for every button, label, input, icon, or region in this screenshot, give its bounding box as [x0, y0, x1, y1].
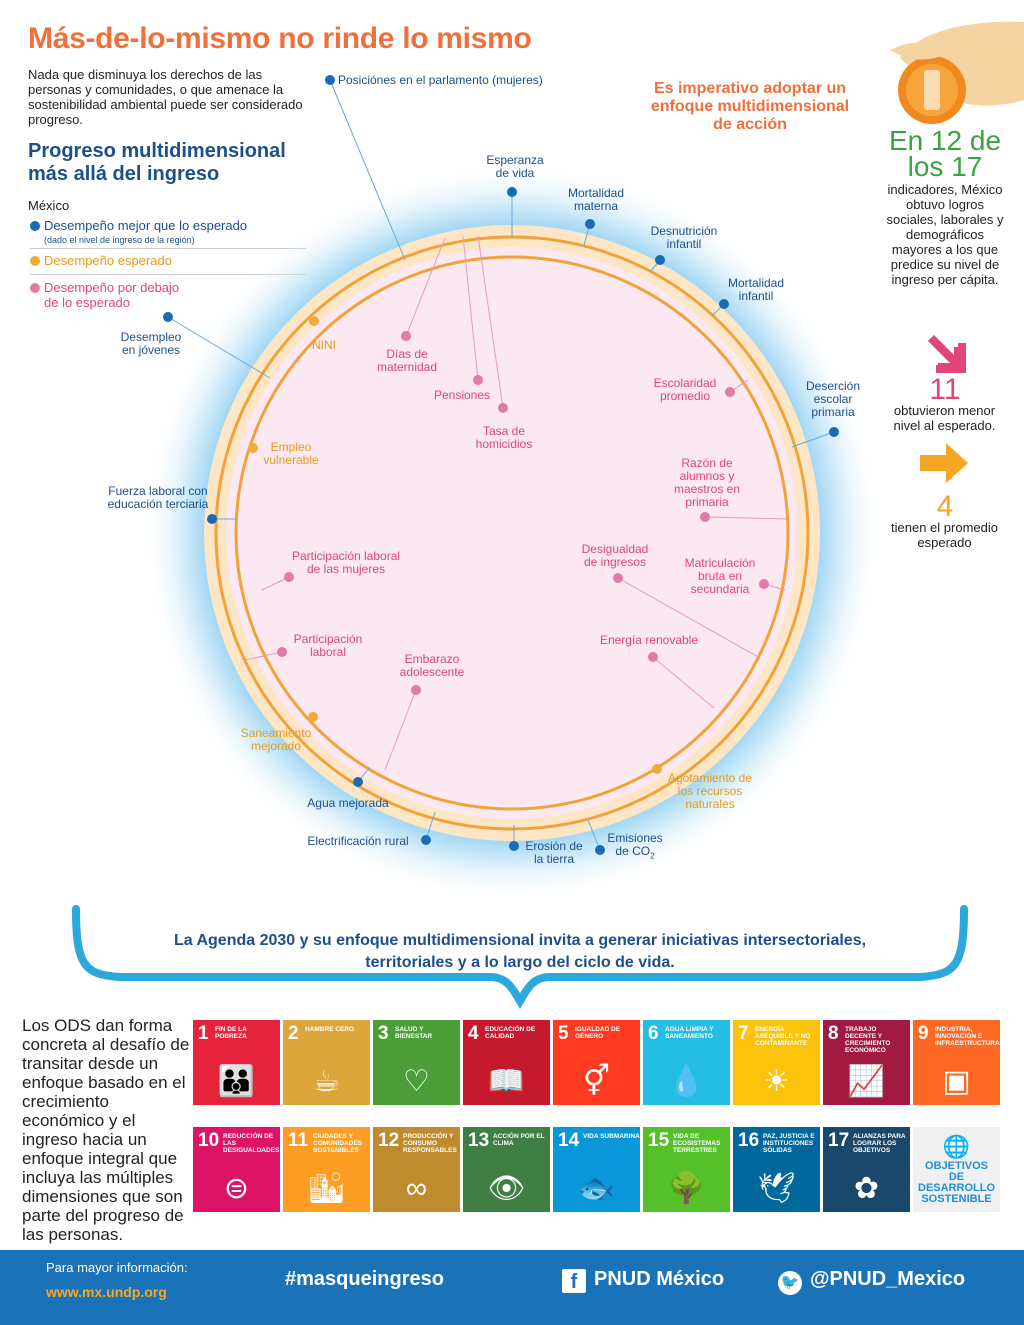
indicator-parlamento: Posiciónes en el parlamento (mujeres) [338, 73, 543, 87]
city-icon: 🏙 [307, 1172, 346, 1205]
heartbeat-icon: ♡ [403, 1065, 430, 1098]
indicator-nini: NINI [312, 338, 336, 352]
legend-better-note: (dado el nivel de ingreso de la región) [44, 235, 195, 245]
dove-icon: 🕊 [757, 1172, 796, 1205]
indicator-erosion: Erosión de la tierra [525, 839, 583, 866]
stat-headline-text: indicadores, México obtuvo logros sociales, laborales y demográficos mayores a los que predice su nivel de ingreso per cápita. [886, 182, 1004, 287]
sdg-label: VIDA SUBMARINA [583, 1133, 640, 1140]
indicator-dias-maternidad: Días de maternidad [376, 347, 438, 374]
indicator-agotamiento: Agotamiento de los recursos naturales [667, 771, 753, 811]
flower-icon: ✿ [853, 1172, 880, 1205]
sdg-number: 16 [738, 1130, 760, 1151]
indicator-matriculacion: Matriculación bruta en secundaria [684, 556, 756, 596]
sdg-label: CIUDADES Y COMUNIDADES SOSTENIBLES [313, 1133, 363, 1154]
indicator-emisiones-label: Emisiones de CO [607, 831, 663, 858]
sdg-logo-line1: OBJETIVOS [925, 1160, 988, 1172]
sdg-label: FIN DE LA POBREZA [215, 1026, 247, 1040]
sdg-number: 7 [738, 1023, 749, 1044]
sdg-label: IGUALDAD DE GÉNERO [575, 1026, 621, 1040]
section-title-line2: más allá del ingreso [28, 163, 220, 185]
indicator-homicidios: Tasa de homicidios [475, 424, 533, 451]
footer-hashtag[interactable]: #masqueingreso [285, 1268, 444, 1290]
tree-icon: 🌳 [667, 1172, 706, 1205]
average-count: 4 [936, 490, 954, 523]
imperative-text: Es imperativo adoptar un enfoque multidimensional de acción [650, 80, 850, 133]
water-icon: 💧 [667, 1065, 706, 1098]
intro-text: Nada que disminuya los derechos de las personas y comunidades, o que amenace la sostenibilidad ambiental puede ser considerado progreso. [28, 67, 303, 127]
legend-expected-label: Desempeño esperado [44, 253, 172, 268]
sdg-logo-line3: SOSTENIBLE [921, 1193, 992, 1205]
indicator-razon-alumnos: Razón de alumnos y maestros en primaria [673, 456, 741, 509]
sdg-number: 5 [558, 1023, 569, 1044]
indicator-escolaridad: Escolaridad promedio [653, 376, 717, 403]
sun-icon: ☀ [763, 1065, 790, 1098]
equal-icon: ⊜ [223, 1172, 250, 1205]
indicator-mortalidad-materna: Mortalidad materna [567, 186, 625, 213]
footer-more-info: Para mayor información: [46, 1260, 188, 1275]
gender-icon: ⚥ [582, 1065, 611, 1098]
indicator-part-laboral: Participación laboral [293, 632, 363, 659]
sdg-number: 11 [288, 1130, 309, 1151]
sdg-tile-3[interactable] [373, 1020, 460, 1105]
sdg-tile-2[interactable] [283, 1020, 370, 1105]
sdg-tile-11[interactable] [283, 1127, 370, 1212]
sdg-number: 13 [468, 1130, 490, 1151]
indicator-embarazo: Embarazo adolescente [399, 652, 465, 679]
family-icon: 👪 [217, 1065, 256, 1098]
footer-facebook-label: PNUD México [594, 1268, 725, 1290]
indicator-pensiones: Pensiones [433, 388, 491, 402]
sdg-label: SALUD Y BIENESTAR [395, 1026, 433, 1040]
twitter-icon: 🐦 [778, 1271, 802, 1295]
sdg-tile-5[interactable] [553, 1020, 640, 1105]
legend-better-label: Desempeño mejor que lo esperado [44, 218, 248, 233]
agenda-line2: territoriales y a lo largo del ciclo de vida. [365, 954, 675, 971]
indicator-empleo-vulnerable: Empleo vulnerable [263, 440, 319, 467]
sdg-number: 9 [918, 1023, 929, 1044]
sdg-number: 17 [828, 1130, 850, 1151]
arrow-right-icon [920, 441, 970, 485]
indicator-electrificacion: Electrificación rural [307, 834, 409, 848]
sdg-number: 4 [468, 1023, 479, 1044]
infinity-icon: ∞ [405, 1172, 428, 1205]
footer-twitter-link[interactable] [778, 1268, 965, 1295]
sdg-number: 10 [198, 1130, 220, 1151]
indicator-energia: Energía renovable [599, 633, 699, 647]
arrow-down-right-icon [924, 333, 968, 375]
footer-twitter-label: @PNUD_Mexico [810, 1268, 966, 1290]
sdg-number: 2 [288, 1023, 299, 1044]
sdg-logo [913, 1127, 1000, 1212]
indicator-agua: Agua mejorada [307, 796, 389, 810]
sdg-tile-8[interactable] [823, 1020, 910, 1105]
stat-headline [880, 125, 1010, 182]
legend-below-label2: de lo esperado [44, 295, 131, 310]
bowl-icon: ☕ [313, 1065, 340, 1098]
sdg-label: PAZ, JUSTICIA E INSTITUCIONES SÓLIDAS [763, 1133, 815, 1154]
sdg-number: 1 [198, 1023, 209, 1044]
page-title: Más-de-lo-mismo no rinde lo mismo [28, 22, 532, 55]
average-text: tienen el promedio esperado [891, 520, 998, 550]
un-emblem-icon: 🌐 [942, 1134, 971, 1159]
ods-description: Los ODS dan forma concreta al desafío de transitar desde un enfoque basado en el crecimiento económico y el ingreso hacia un enfoque integral que incluya las múltiples dimensiones que son parte del progreso de las personas. [22, 1016, 190, 1244]
section-title-line1: Progreso multidimensional [28, 140, 286, 162]
sdg-label: REDUCCIÓN DE LAS DESIGUALDADES [223, 1133, 280, 1154]
sdg-label: HAMBRE CERO [305, 1026, 355, 1033]
sdg-label: VIDA DE ECOSISTEMAS TERRESTRES [673, 1133, 721, 1154]
below-count: 11 [929, 373, 961, 406]
sdg-label: TRABAJO DECENTE Y CRECIMIENTO ECONÓMICO [845, 1026, 891, 1054]
footer-facebook-link[interactable] [562, 1268, 724, 1293]
agenda-line1: La Agenda 2030 y su enfoque multidimensional invita a generar iniciativas intersectoriales, [173, 932, 867, 949]
growth-chart-icon: 📈 [847, 1065, 886, 1098]
fish-icon: 🐟 [577, 1172, 616, 1205]
sdg-number: 6 [648, 1023, 659, 1044]
sdg-label: ALIANZAS PARA LOGRAR LOS OBJETIVOS [853, 1133, 906, 1154]
indicator-desnutricion: Desnutrición infantil [650, 224, 718, 251]
sdg-tile-16[interactable] [733, 1127, 820, 1212]
legend-country: México [28, 198, 70, 213]
sdg-label: ACCIÓN POR EL CLIMA [493, 1133, 545, 1147]
cubes-icon: ▣ [942, 1065, 971, 1098]
sdg-number: 12 [378, 1130, 400, 1151]
sdg-tile-1[interactable] [193, 1020, 280, 1105]
indicator-desempleo-jovenes: Desempleo en jóvenes [120, 330, 182, 357]
sdg-tile-14[interactable] [553, 1127, 640, 1212]
sdg-tile-17[interactable] [823, 1127, 910, 1212]
indicator-desigualdad: Desigualdad de ingresos [581, 542, 649, 569]
sdg-number: 8 [828, 1023, 839, 1044]
stat-headline-line2: los 17 [907, 151, 983, 182]
sdg-tile-7[interactable] [733, 1020, 820, 1105]
facebook-icon: f [562, 1269, 586, 1293]
sdg-label: PRODUCCIÓN Y CONSUMO RESPONSABLES [403, 1133, 457, 1154]
sdg-label: EDUCACIÓN DE CALIDAD [485, 1026, 536, 1040]
indicator-emisiones [602, 832, 668, 862]
sdg-number: 3 [378, 1023, 389, 1044]
stat-headline-line1: En 12 de [888, 125, 1002, 156]
indicator-saneamiento: Saneamiento mejorado [240, 726, 312, 753]
sdg-label: AGUA LIMPIA Y SANEAMIENTO [665, 1026, 714, 1040]
sdg-tile-4[interactable] [463, 1020, 550, 1105]
indicator-esperanza: Esperanza de vida [486, 153, 544, 180]
sdg-tile-10[interactable] [193, 1127, 280, 1212]
indicator-fuerza-laboral: Fuerza laboral con educación terciaria [107, 484, 209, 511]
below-text: obtuvieron menor nivel al esperado. [893, 403, 996, 433]
sdg-number: 14 [558, 1130, 580, 1151]
sdg-tile-6[interactable] [643, 1020, 730, 1105]
sdg-tile-13[interactable] [463, 1127, 550, 1212]
indicator-emisiones-sub: 2 [650, 851, 655, 861]
sdg-label: ENERGÍA ASEQUIBLE Y NO CONTAMINANTE [755, 1026, 811, 1047]
hand-coin-icon [880, 10, 1024, 128]
agenda-text [150, 930, 890, 974]
sdg-tile-12[interactable] [373, 1127, 460, 1212]
sdg-tile-9[interactable] [913, 1020, 1000, 1105]
legend-below-label1: Desempeño por debajo [44, 280, 180, 295]
sdg-number: 15 [648, 1130, 670, 1151]
indicator-mortalidad-infantil: Mortalidad infantil [727, 276, 785, 303]
book-icon: 📖 [487, 1065, 526, 1098]
sdg-label: INDUSTRIA, INNOVACIÓN E INFRAESTRUCTURA [935, 1026, 1000, 1047]
sdg-logo-line2: DE DESARROLLO [918, 1171, 995, 1194]
sdg-tile-15[interactable] [643, 1127, 730, 1212]
eye-earth-icon: 👁 [487, 1172, 526, 1205]
indicator-part-mujeres: Participación laboral de las mujeres [291, 549, 401, 576]
footer-url-link[interactable]: www.mx.undp.org [46, 1284, 167, 1300]
indicator-desercion: Deserción escolar primaria [805, 379, 861, 419]
